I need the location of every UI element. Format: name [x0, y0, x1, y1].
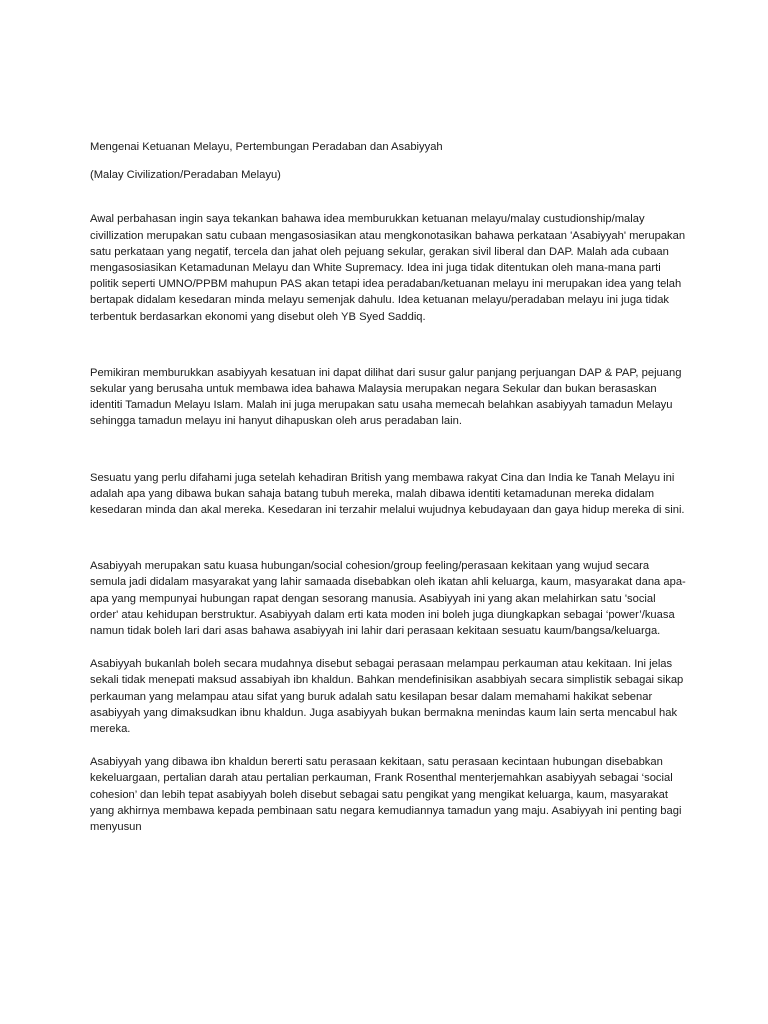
paragraph-6: Asabiyyah yang dibawa ibn khaldun bererti satu perasaan kekitaan, satu perasaan kecintaan hubungan disebabkan kekeluargaan, pertalian darah atau pertalian perkauman, Frank Rosenthal menterjemahkan asabiyyah sebagai ‘social cohesion’ dan lebih tepat asabiyyah boleh disebut sebagai satu pengikat yang mengikat keluarga, kaum, masyarakat yang akhirnya membawa kepada pembinaan satu negara kemudiannya tamadun yang maju. Asabiyyah ini penting bagi menyusun — [90, 756, 682, 834]
paragraph-2: Pemikiran memburukkan asabiyyah kesatuan ini dapat dilihat dari susur galur panjang perjuangan DAP & PAP, pejuang sekular yang berusaha untuk membawa idea bahawa Malaysia merupakan negara Sekular dan bukan berasaskan identiti Tamadun Melayu Islam. Malah ini juga merupakan satu usaha memecah belahkan asabiyyah tamadun Melayu sehingga tamadun melayu ini hanyut dihapuskan oleh arus peradaban lain. — [90, 366, 682, 428]
paragraph-4: Asabiyyah merupakan satu kuasa hubungan/social cohesion/group feeling/perasaan kekitaan yang wujud secara semula jadi didalam masyarakat yang lahir samaada disebabkan oleh ikatan ahli keluarga, kaum, masyarakat dana apa-apa yang mempunyai hubungan rapat dengan sesorang manusia. Asabiyyah ini yang akan melahirkan satu 'social order' atau kehidupan berstruktur. Asabiyyah dalam erti kata moden ini boleh juga diungkapkan sebagai ‘power’/kuasa namun tidak boleh lari dari asas bahawa asabiyyah ini lahir dari perasaan kekitaan sesuatu kaum/bangsa/keluarga. — [90, 560, 686, 638]
document-title: Mengenai Ketuanan Melayu, Pertembungan Peradaban dan Asabiyyah — [90, 141, 443, 153]
document-subtitle: (Malay Civilization/Peradaban Melayu) — [90, 169, 281, 182]
paragraph-1: Awal perbahasan ingin saya tekankan bahawa idea memburukkan ketuanan melayu/malay custudionship/malay civillization merupakan satu cubaan mengasosiasikan atau mengkonotasikan bahawa perkataan 'Asabiyyah' merupakan satu perkataan yang negatif, tercela dan jahat oleh pejuang sekular, gerakan sivil liberal dan DAP. Malah ada cubaan mengasosiasikan Ketamadunan Melayu dan White Supremacy. Idea ini juga tidak ditentukan oleh mana-mana parti politik seperti UMNO/PPBM mahupun PAS akan tetapi idea peradaban/ketuanan melayu ini merupakan idea yang telah bertapak didalam kesedaran minda melayu semenjak dahulu. Idea ketuanan melayu/peradaban melayu ini juga tidak terbentuk berdasarkan ekonomi yang disebut oleh YB Syed Saddiq. — [90, 213, 686, 323]
document-body — [90, 139, 686, 835]
paragraph-5: Asabiyyah bukanlah boleh secara mudahnya disebut sebagai perasaan melampau perkauman atau kekitaan. Ini jelas sekali tidak menepati maksud assabiyah ibn khaldun. Bahkan mendefinisikan asabbiyah secara simplistik sebagai sikap perkauman yang melampau atau sifat yang buruk adalah satu kesilapan besar dalam memahami hakikat sebenar asabiyyah yang dimaksudkan ibnu khaldun. Juga asabiyyah bukan bermakna menindas kaum lain serta mencabul hak mereka. — [90, 658, 684, 736]
paragraph-3: Sesuatu yang perlu difahami juga setelah kehadiran British yang membawa rakyat Cina dan India ke Tanah Melayu ini adalah apa yang dibawa bukan sahaja batang tubuh mereka, malah dibawa identiti ketamadunan mereka didalam kesedaran minda dan akal mereka. Kesedaran ini terzahir melalui wujudnya kebudayaan dan gaya hidup mereka di sini. — [90, 471, 685, 517]
